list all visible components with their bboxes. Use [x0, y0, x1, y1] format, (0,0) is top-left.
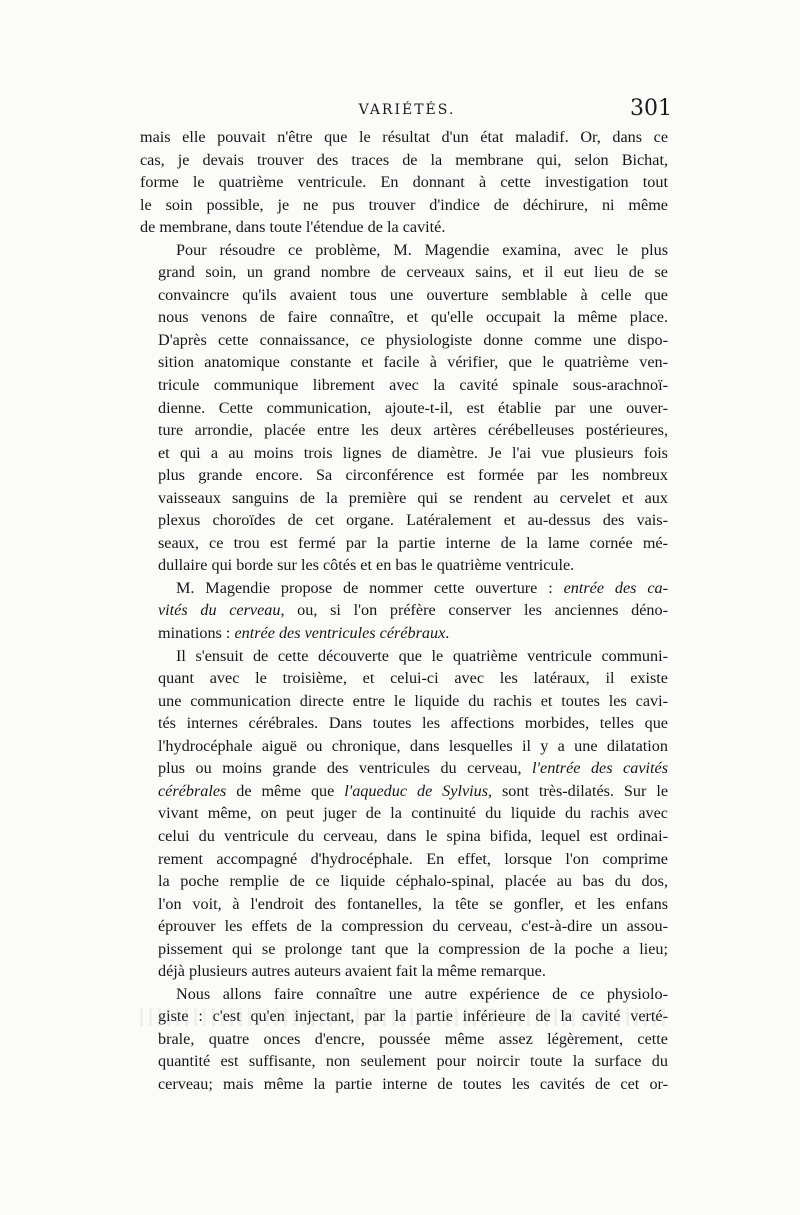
text-line: D'après cette connaissance, ce physiologiste donne comme une dispo-	[158, 330, 668, 349]
text-line: brale, quatre onces d'encre, poussée même assez légèrement, cette	[158, 1029, 668, 1048]
text-line: vités du cerveau, ou, si l'on préfère conserver les anciennes déno-	[158, 601, 668, 620]
text-line: le soin possible, je ne pus trouver d'indice de déchirure, ni même	[140, 195, 668, 214]
text-line: Pour résoudre ce problème, M. Magendie examina, avec le plus	[176, 240, 668, 259]
text-line: rement accompagné d'hydrocéphale. En effet, lorsque l'on comprime	[158, 849, 668, 868]
paragraph	[140, 577, 668, 645]
page-number: 301	[630, 96, 672, 121]
text-line: forme le quatrième ventricule. En donnant à cette investigation tout	[140, 173, 668, 192]
text-line: grand soin, un grand nombre de cerveaux sains, et il eut lieu de se	[158, 263, 668, 282]
text-line: la poche remplie de ce liquide céphalo-spinal, placée au bas du dos,	[158, 872, 668, 891]
text-line: plus ou moins grande des ventricules du cerveau, l'entrée des cavités	[158, 759, 668, 778]
text-line: vivant même, on peut juger de la continuité du liquide du rachis avec	[158, 804, 668, 823]
text-line: l'on voit, à l'endroit des fontanelles, la tête se gonfler, et les enfans	[158, 894, 668, 913]
text-line: éprouver les effets de la compression du cerveau, c'est-à-dire un assou-	[158, 917, 668, 936]
text-line: une communication directe entre le liquide du rachis et toutes les cavi-	[158, 691, 668, 710]
text-line: Il s'ensuit de cette découverte que le quatrième ventricule communi-	[176, 646, 668, 665]
text-line: quant avec le troisième, et celui-ci avec les latéraux, il existe	[158, 669, 668, 688]
paragraph	[140, 983, 668, 1096]
text-line: tricule communique librement avec la cavité spinale sous-arachnoï-	[158, 376, 668, 395]
text-line: sition anatomique constante et facile à vérifier, que le quatrième ven-	[158, 353, 668, 372]
bleed-through-smudge	[140, 1008, 670, 1026]
text-line: dullaire qui borde sur les côtés et en bas le quatrième ventricule.	[158, 556, 575, 575]
text-line: cas, je devais trouver des traces de la membrane qui, selon Bichat,	[140, 150, 668, 169]
text-line: et qui a au moins trois lignes de diamètre. Je l'ai vue plusieurs fois	[158, 443, 668, 462]
text-line: plexus choroïdes de cet organe. Latéralement et au-dessus des vais-	[158, 511, 668, 530]
text-line: quantité est suffisante, non seulement pour noircir toute la surface du	[158, 1052, 668, 1071]
text-line: minations : entrée des ventricules cérébraux.	[158, 624, 450, 643]
text-line: plus grande encore. Sa circonférence est formée par les nombreux	[158, 466, 668, 485]
paragraph	[140, 645, 668, 983]
text-line: pissement qui se prolonge tant que la compression de la poche a lieu;	[158, 939, 668, 958]
text-line: celui du ventricule du cerveau, dans le spina bifida, lequel est ordinai-	[158, 826, 668, 845]
text-line: déjà plusieurs autres auteurs avaient fait la même remarque.	[158, 962, 546, 981]
text-line: de membrane, dans toute l'étendue de la cavité.	[140, 218, 446, 237]
text-line: nous venons de faire connaître, et qu'elle occupait la même place.	[158, 308, 668, 327]
paragraph	[140, 239, 668, 577]
text-line: tés internes cérébrales. Dans toutes les affections morbides, telles que	[158, 714, 668, 733]
text-line: convaincre qu'ils avaient tous une ouverture semblable à celle que	[158, 285, 668, 304]
page-header	[142, 98, 672, 124]
text-line: Nous allons faire connaître une autre expérience de ce physiolo-	[176, 984, 668, 1003]
text-line: cerveau; mais même la partie interne de toutes les cavités de cet or-	[158, 1074, 668, 1093]
text-line: giste : c'est qu'en injectant, par la partie inférieure de la cavité verté-	[158, 1007, 668, 1026]
text-line: l'hydrocéphale aiguë ou chronique, dans lesquelles il y a une dilatation	[158, 736, 668, 755]
text-line: dienne. Cette communication, ajoute-t-il, est établie par une ouver-	[158, 398, 668, 417]
text-line: mais elle pouvait n'être que le résultat d'un état maladif. Or, dans ce	[140, 128, 668, 146]
paragraph	[140, 126, 668, 239]
text-line: ture arrondie, placée entre les deux artères cérébelleuses postérieures,	[158, 421, 668, 440]
text-line: cérébrales de même que l'aqueduc de Sylvius, sont très-dilatés. Sur le	[158, 781, 669, 800]
text-line: M. Magendie propose de nommer cette ouverture : entrée des ca-	[176, 578, 668, 597]
body-text	[140, 126, 668, 1096]
text-line: vaisseaux sanguins de la première qui se rendent au cervelet et aux	[158, 488, 668, 507]
text-line: seaux, ce trou est fermé par la partie interne de la lame cornée mé-	[158, 533, 668, 552]
running-head: VARIÉTÉS.	[358, 102, 456, 118]
